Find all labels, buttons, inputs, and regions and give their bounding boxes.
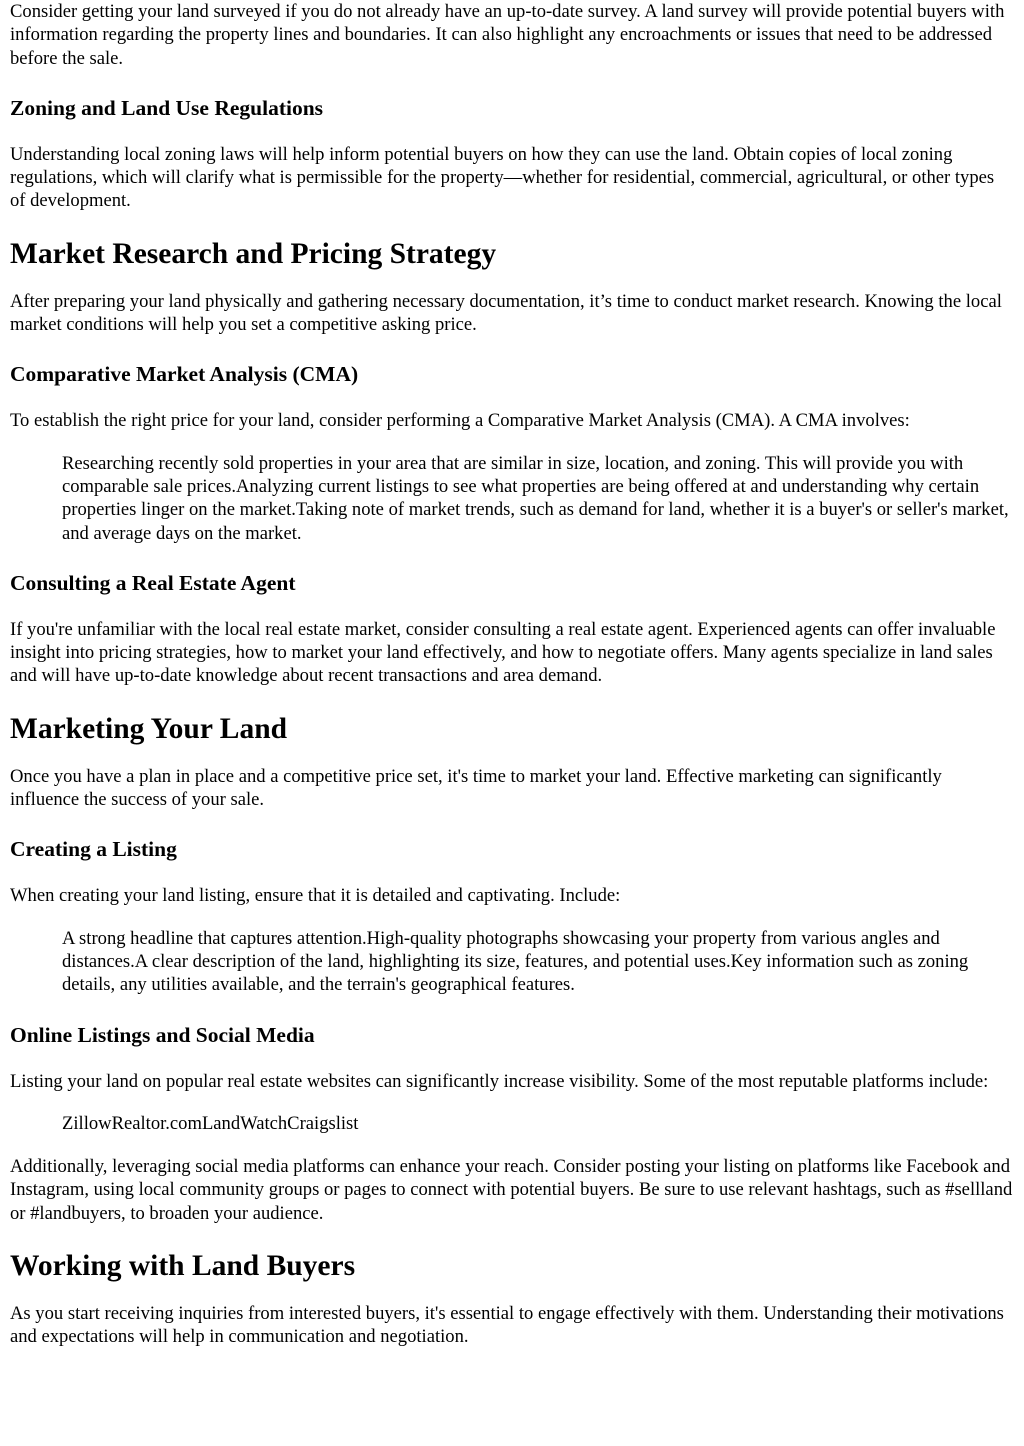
heading-online: Online Listings and Social Media [10, 1022, 315, 1047]
paragraph-survey: Consider getting your land surveyed if you do not already have an up-to-date survey. A land survey will provide potential buyers with information regarding the property lines and boundaries. It can also highlight any encroachments or issues that need to be addressed before the sale. [10, 1, 1005, 69]
paragraph-listing: When creating your land listing, ensure that it is detailed and captivating. Include: [10, 885, 621, 907]
blockquote-cma-steps: Researching recently sold properties in your area that are similar in size, location, and zoning. This will provide you with comparable sale prices.Analyzing current listings to see what properties are being offered at and understanding why certain properties linger on the market.Taking note of market trends, such as demand for land, whether it is a buyer's or seller's market, and average days on the market. [62, 452, 1009, 544]
blockquote-listing-items: A strong headline that captures attention.High-quality photographs showcasing your property from various angles and distances.A clear description of the land, highlighting its size, features, and potential uses.Key information such as zoning details, any utilities available, and the terrain's geographical features. [62, 927, 969, 996]
paragraph-online: Listing your land on popular real estate websites can significantly increase visibility. Some of the most reputable platforms include: [10, 1070, 989, 1092]
paragraph-zoning: Understanding local zoning laws will help inform potential buyers on how they can use the land. Obtain copies of local zoning regulations, which will clarify what is permissible for the property—whether for residential, commercial, agricultural, or other types of development. [10, 143, 995, 212]
paragraph-social: Additionally, leveraging social media platforms can enhance your reach. Consider posting your listing on platforms like Facebook and Instagram, using local community groups or pages to connect with potential buyers. Be sure to use relevant hashtags, such as #sellland or #landbuyers, to broaden your audience. [10, 1156, 1013, 1224]
paragraph-market-research: After preparing your land physically and gathering necessary documentation, it’s time to conduct market research. Knowing the local market conditions will help you set a competitive asking price. [10, 290, 1002, 336]
heading-listing: Creating a Listing [10, 837, 177, 862]
heading-buyers: Working with Land Buyers [10, 1250, 356, 1283]
paragraph-agent: If you're unfamiliar with the local real estate market, consider consulting a real estate agent. Experienced agents can offer invaluable insight into pricing strategies, how to market your land effectively, and how to negotiate offers. Many agents specialize in land sales and will have up-to-date knowledge about recent transactions and area demand. [10, 618, 996, 687]
heading-cma: Comparative Market Analysis (CMA) [10, 362, 359, 387]
heading-marketing: Marketing Your Land [10, 712, 288, 745]
heading-market-research: Market Research and Pricing Strategy [10, 237, 497, 270]
paragraph-buyers: As you start receiving inquiries from interested buyers, it's essential to engage effectively with them. Understanding their motivations and expectations will help in communication and negotiation. [10, 1303, 1004, 1348]
heading-agent: Consulting a Real Estate Agent [10, 570, 296, 595]
paragraph-marketing: Once you have a plan in place and a competitive price set, it's time to market your land. Effective marketing can significantly influence the success of your sale. [10, 765, 942, 811]
blockquote-platforms: ZillowRealtor.comLandWatchCraigslist [62, 1112, 359, 1134]
heading-zoning: Zoning and Land Use Regulations [10, 95, 324, 120]
paragraph-cma: To establish the right price for your land, consider performing a Comparative Market Analysis (CMA). A CMA involves: [10, 410, 910, 432]
